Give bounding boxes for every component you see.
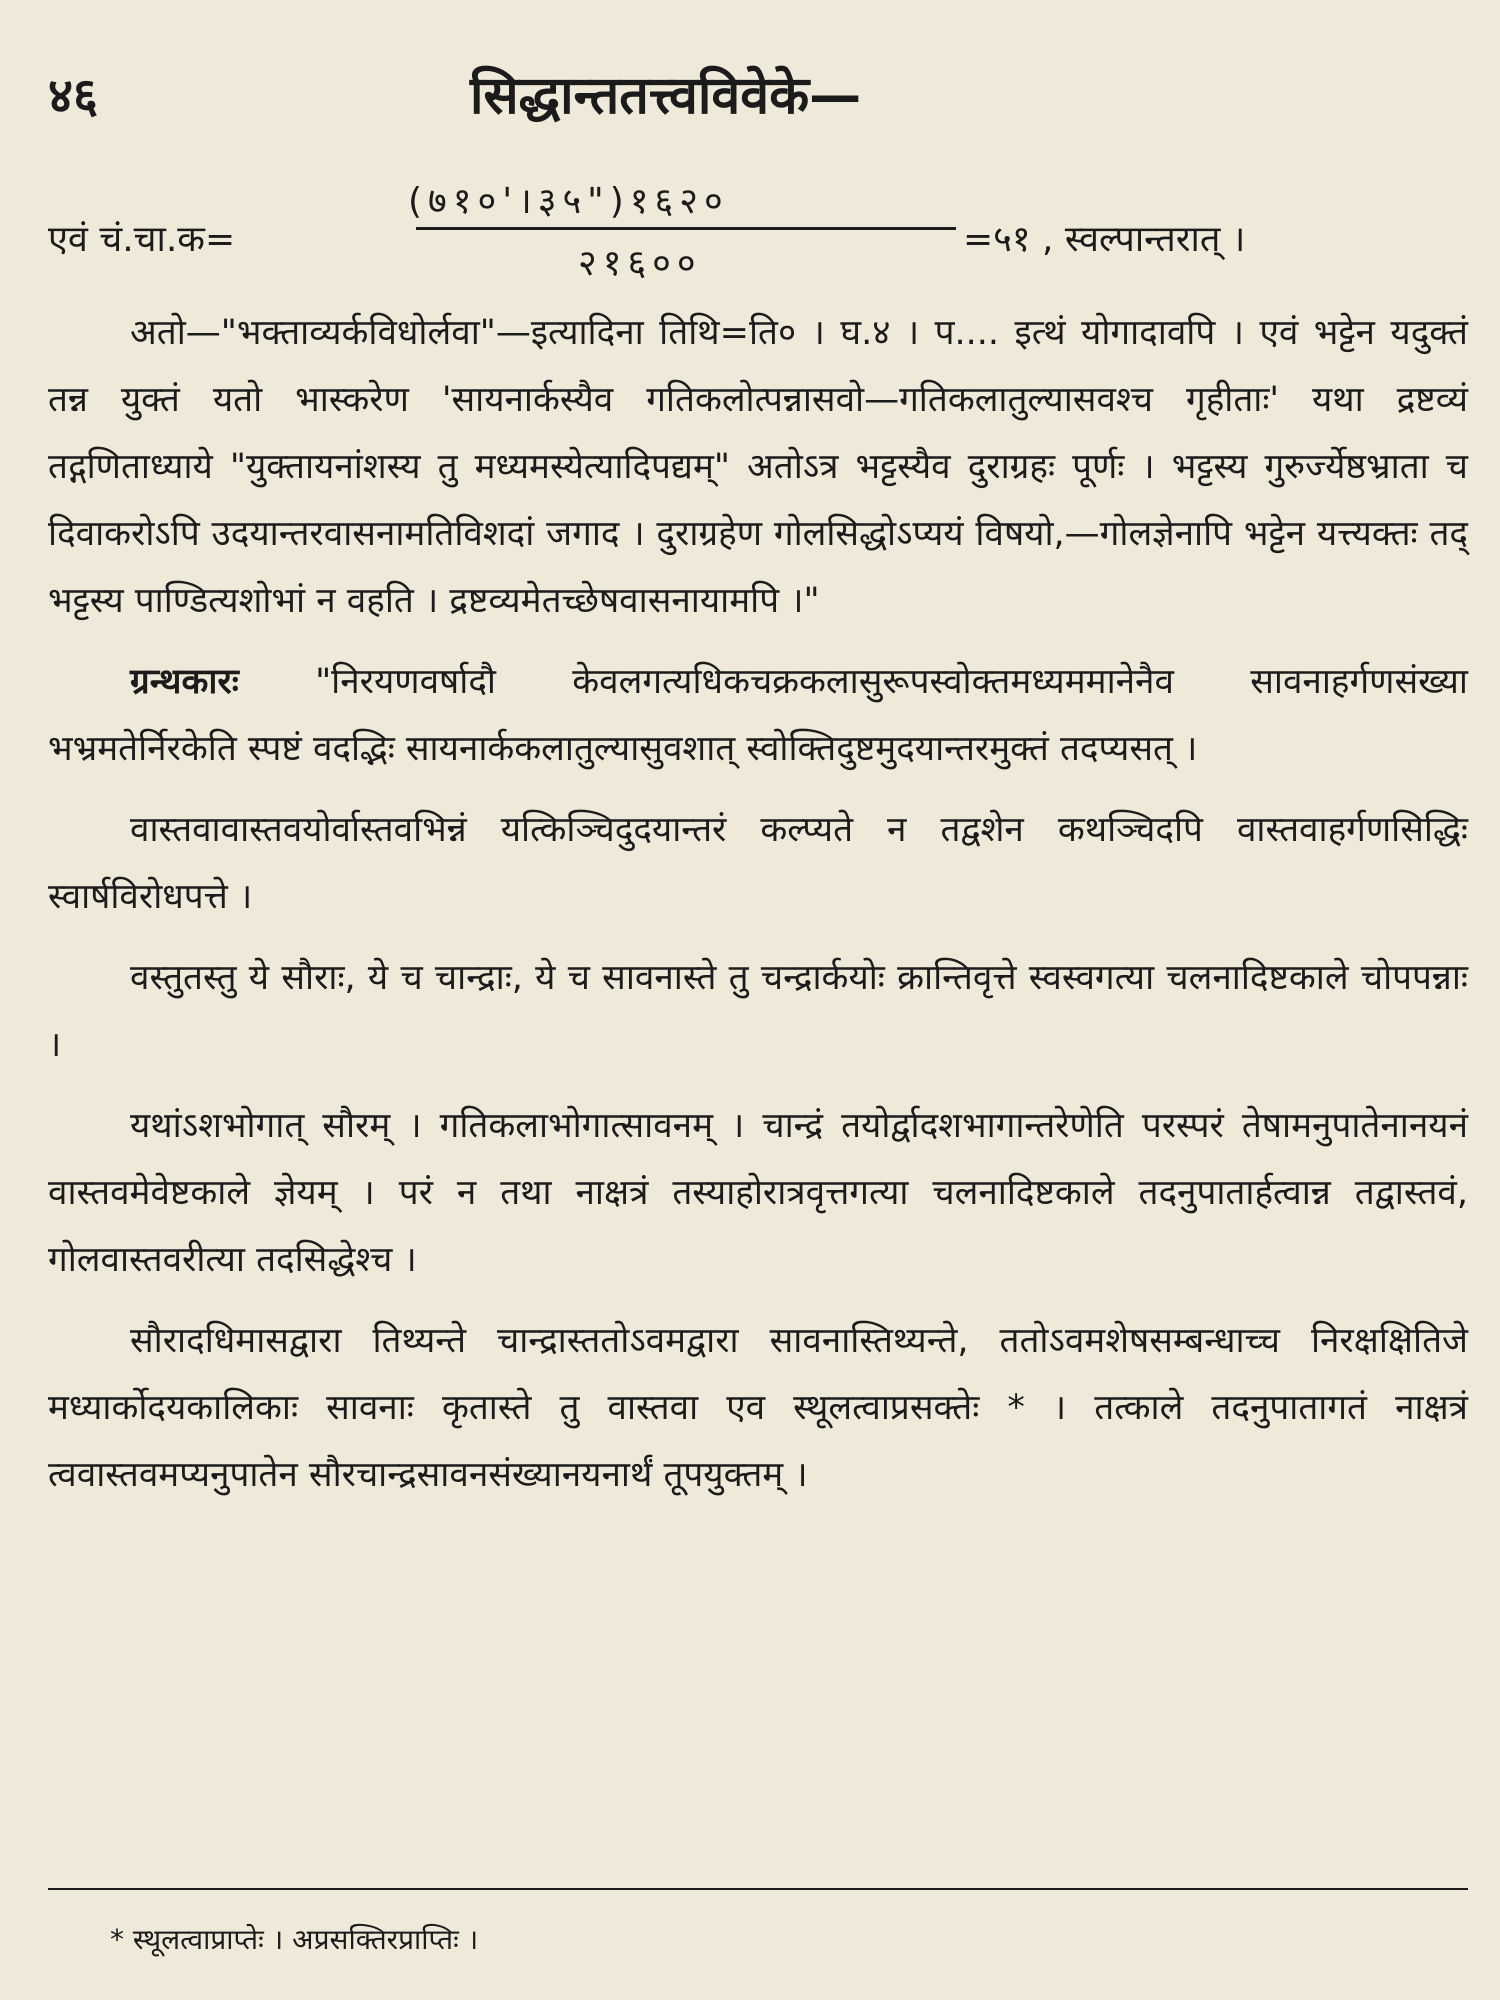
paragraph [48,797,1468,931]
footnote: * स्थूलत्वाप्राप्तेः । अप्रसक्तिरप्राप्तिः । [110,1923,479,1956]
running-title: सिद्धान्ततत्त्वविवेके— [470,66,862,126]
formula-rhs: =५१ , स्वल्पान्तरात् । [963,219,1246,260]
formula-numerator: (७१०'।३५")१६२० [408,181,729,222]
paragraph-text: "निरयणवर्षादौ केवलगत्यधिकचक्रकलासुरूपस्वोक्तमध्यममानेनैव सावनाहर्गणसंख्या भभ्रमतेर्निरकेति स्पष्टं वदद्भिः सायनार्ककलातुल्यासुवशात् स्वोक्तिदुष्टमुदयान्तरमुक्तं तदप्यसत् । [48,662,1468,769]
paragraph [48,1308,1468,1509]
fraction-bar [416,227,956,230]
paragraph [48,300,1468,635]
paragraph [48,945,1468,1079]
formula-denominator: २१६०० [578,243,702,284]
body-text [48,300,1468,1523]
formula-block [48,175,1468,290]
paragraph-text: वस्तुतस्तु ये सौराः, ये च चान्द्राः, ये च सावनास्ते तु चन्द्रार्कयोः क्रान्तिवृत्ते स्वस्वगत्या चलनादिष्टकाले चोपपन्नाः । [48,958,1468,1065]
paragraph [48,1093,1468,1294]
footnote-divider [48,1888,1468,1890]
paragraph-text: अतो—"भक्ताव्यर्कविधोर्लवा"—इत्यादिना तिथि=ति० । घ.४ । प.... इत्थं योगादावपि । एवं भट्टेन यदुक्तं तन्न युक्तं यतो भास्करेण 'सायनार्कस्यैव गतिकलोत्पन्नासवो—गतिकलातुल्यासवश्च गृहीताः' यथा द्रष्टव्यं तद्गणिताध्याये "युक्तायनांशस्य तु मध्यमस्येत्यादिपद्यम्" अतोऽत्र भट्टस्यैव दुराग्रहः पूर्णः । भट्टस्य गुरुर्ज्येष्ठभ्राता च दिवाकरोऽपि उदयान्तरवासनामतिविशदां जगाद । दुराग्रहेण गोलसिद्धोऽप्ययं विषयो,—गोलज्ञेनापि भट्टेन यत्त्यक्तः तद् भट्टस्य पाण्डित्यशोभां न वहति । द्रष्टव्यमेतच्छेषवासनायामपि ।" [48,313,1468,621]
paragraph-text: वास्तवावास्तवयोर्वास्तवभिन्नं यत्किञ्चिदुदयान्तरं कल्प्यते न तद्वशेन कथञ्चिदपि वास्तवाहर्गणसिद्धिः स्वार्षविरोधपत्ते । [48,810,1468,917]
paragraph-label: ग्रन्थकारः [130,662,239,702]
paragraph-text: यथांऽशभोगात् सौरम् । गतिकलाभोगात्सावनम् । चान्द्रं तयोर्द्वादशभागान्तरेणेति परस्परं तेषामनुपातेनानयनं वास्तवमेवेष्टकाले ज्ञेयम् । परं न तथा नाक्षत्रं तस्याहोरात्रवृत्तगत्या चलनादिष्टकाले तदनुपातार्हत्वान्न तद्वास्तवं, गोलवास्तवरीत्या तदसिद्धेश्च । [48,1106,1468,1280]
paragraph-text: सौरादधिमासद्वारा तिथ्यन्ते चान्द्रास्ततोऽवमद्वारा सावनास्तिथ्यन्ते, ततोऽवमशेषसम्बन्धाच्च निरक्षक्षितिजे मध्यार्कोदयकालिकाः सावनाः कृतास्ते तु वास्तवा एव स्थूलत्वाप्रसक्तेः * । तत्काले तदनुपातागतं नाक्षत्रं त्ववास्तवमप्यनुपातेन सौरचान्द्रसावनसंख्यानयनार्थं तूपयुक्तम् । [48,1321,1468,1495]
paragraph [48,649,1468,783]
page-number: ४६ [48,68,98,124]
formula-lhs: एवं चं.चा.क= [48,219,236,260]
